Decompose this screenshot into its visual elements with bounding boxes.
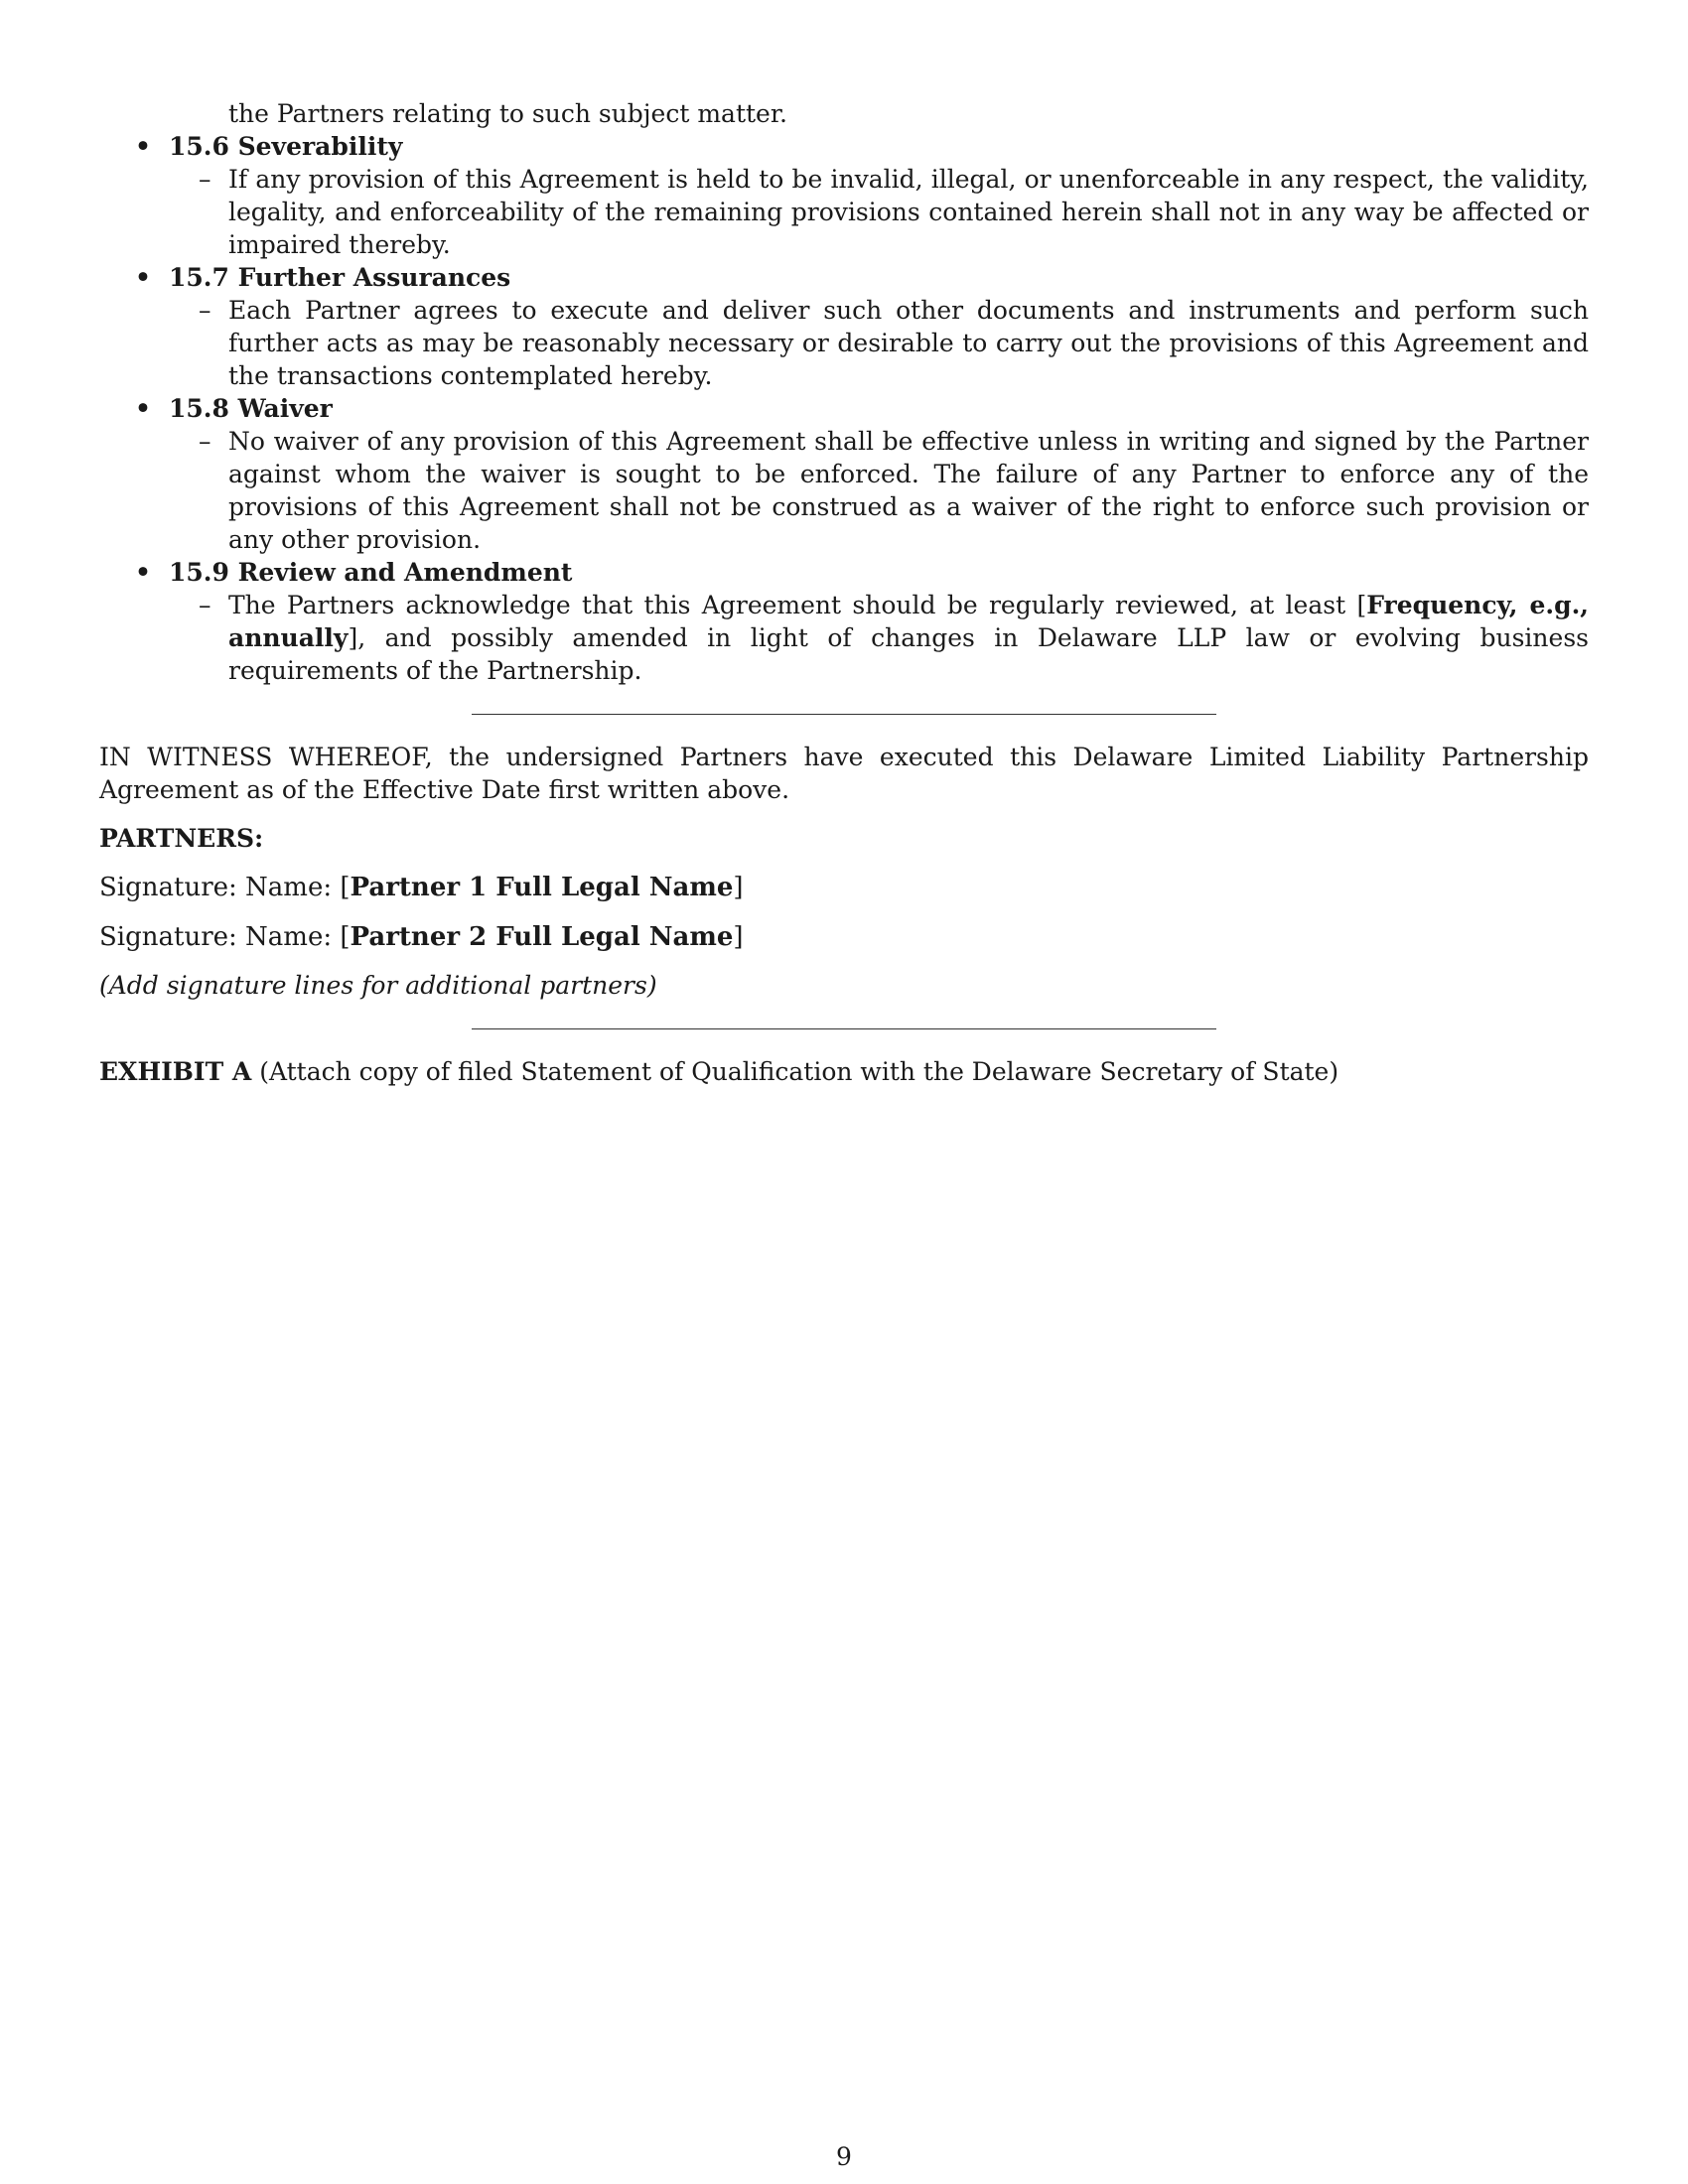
signature-suffix: ] bbox=[733, 873, 744, 902]
carryover-text: the Partners relating to such subject matter. bbox=[228, 99, 788, 128]
horizontal-rule bbox=[472, 714, 1216, 715]
section-item bbox=[99, 261, 1589, 392]
section-item bbox=[99, 556, 1589, 687]
section-text-before: The Partners acknowledge that this Agreement should be regularly reviewed, at least [ bbox=[228, 591, 1367, 619]
bullet-icon: • bbox=[135, 132, 151, 161]
section-body bbox=[169, 294, 1589, 392]
dash-icon: – bbox=[199, 591, 211, 619]
witness-clause: IN WITNESS WHEREOF, the undersigned Partners have executed this Delaware Limited Liability Partnership Agreement as of the Effective Date first written above. bbox=[99, 743, 1589, 804]
bullet-icon: • bbox=[135, 558, 151, 587]
signature-prefix: Signature: Name: [ bbox=[99, 922, 351, 952]
exhibit-text: (Attach copy of filed Statement of Qualification with the Delaware Secretary of State) bbox=[251, 1057, 1339, 1086]
signature-line bbox=[99, 920, 1589, 954]
section-item bbox=[99, 130, 1589, 261]
section-heading: 15.8 Waiver bbox=[169, 394, 333, 423]
partner-name-placeholder: Partner 2 Full Legal Name bbox=[350, 922, 734, 952]
signature-prefix: Signature: Name: [ bbox=[99, 873, 351, 902]
section-text: If any provision of this Agreement is held to be invalid, illegal, or unenforceable in any respect, the validity, legality, and enforceability of the remaining provisions contained herein shall not in any way be affected or impaired thereby. bbox=[228, 165, 1589, 259]
exhibit-label: EXHIBIT A bbox=[99, 1057, 252, 1086]
partners-heading: PARTNERS: bbox=[99, 824, 264, 853]
section-heading: 15.6 Severability bbox=[169, 132, 403, 161]
dash-icon: – bbox=[199, 427, 211, 456]
section-body bbox=[169, 589, 1589, 687]
section-heading: 15.7 Further Assurances bbox=[169, 263, 511, 292]
section-text: Each Partner agrees to execute and deliver such other documents and instruments and perform such further acts as may be reasonably necessary or desirable to carry out the provisions of this Agreement and the transactions contemplated hereby. bbox=[228, 296, 1589, 390]
section-body bbox=[169, 163, 1589, 261]
section-text: No waiver of any provision of this Agreement shall be effective unless in writing and signed by the Partner against whom the waiver is sought to be enforced. The failure of any Partner to enforce any of the provisions of this Agreement shall not be construed as a waiver of the right to enforce such provision or any other provision. bbox=[228, 427, 1589, 554]
signature-suffix: ] bbox=[733, 922, 744, 952]
signature-line bbox=[99, 871, 1589, 904]
section-list bbox=[99, 130, 1589, 687]
section-text-after: ], and possibly amended in light of changes in Delaware LLP law or evolving business requirements of the Partnership. bbox=[228, 623, 1589, 685]
exhibit-line bbox=[99, 1055, 1589, 1088]
dash-icon: – bbox=[199, 296, 211, 325]
frequency-placeholder: Frequency, e.g., annually bbox=[228, 591, 1589, 652]
bullet-icon: • bbox=[135, 263, 151, 292]
section-item bbox=[99, 392, 1589, 556]
dash-icon: – bbox=[199, 165, 211, 194]
bullet-icon: • bbox=[135, 394, 151, 423]
horizontal-rule bbox=[472, 1028, 1216, 1029]
page-number: 9 bbox=[836, 2142, 852, 2171]
partner-name-placeholder: Partner 1 Full Legal Name bbox=[350, 873, 734, 902]
additional-partners-note: (Add signature lines for additional partners) bbox=[99, 971, 657, 1000]
section-body bbox=[169, 425, 1589, 556]
section-heading: 15.9 Review and Amendment bbox=[169, 558, 573, 587]
document-page bbox=[99, 97, 1589, 1088]
